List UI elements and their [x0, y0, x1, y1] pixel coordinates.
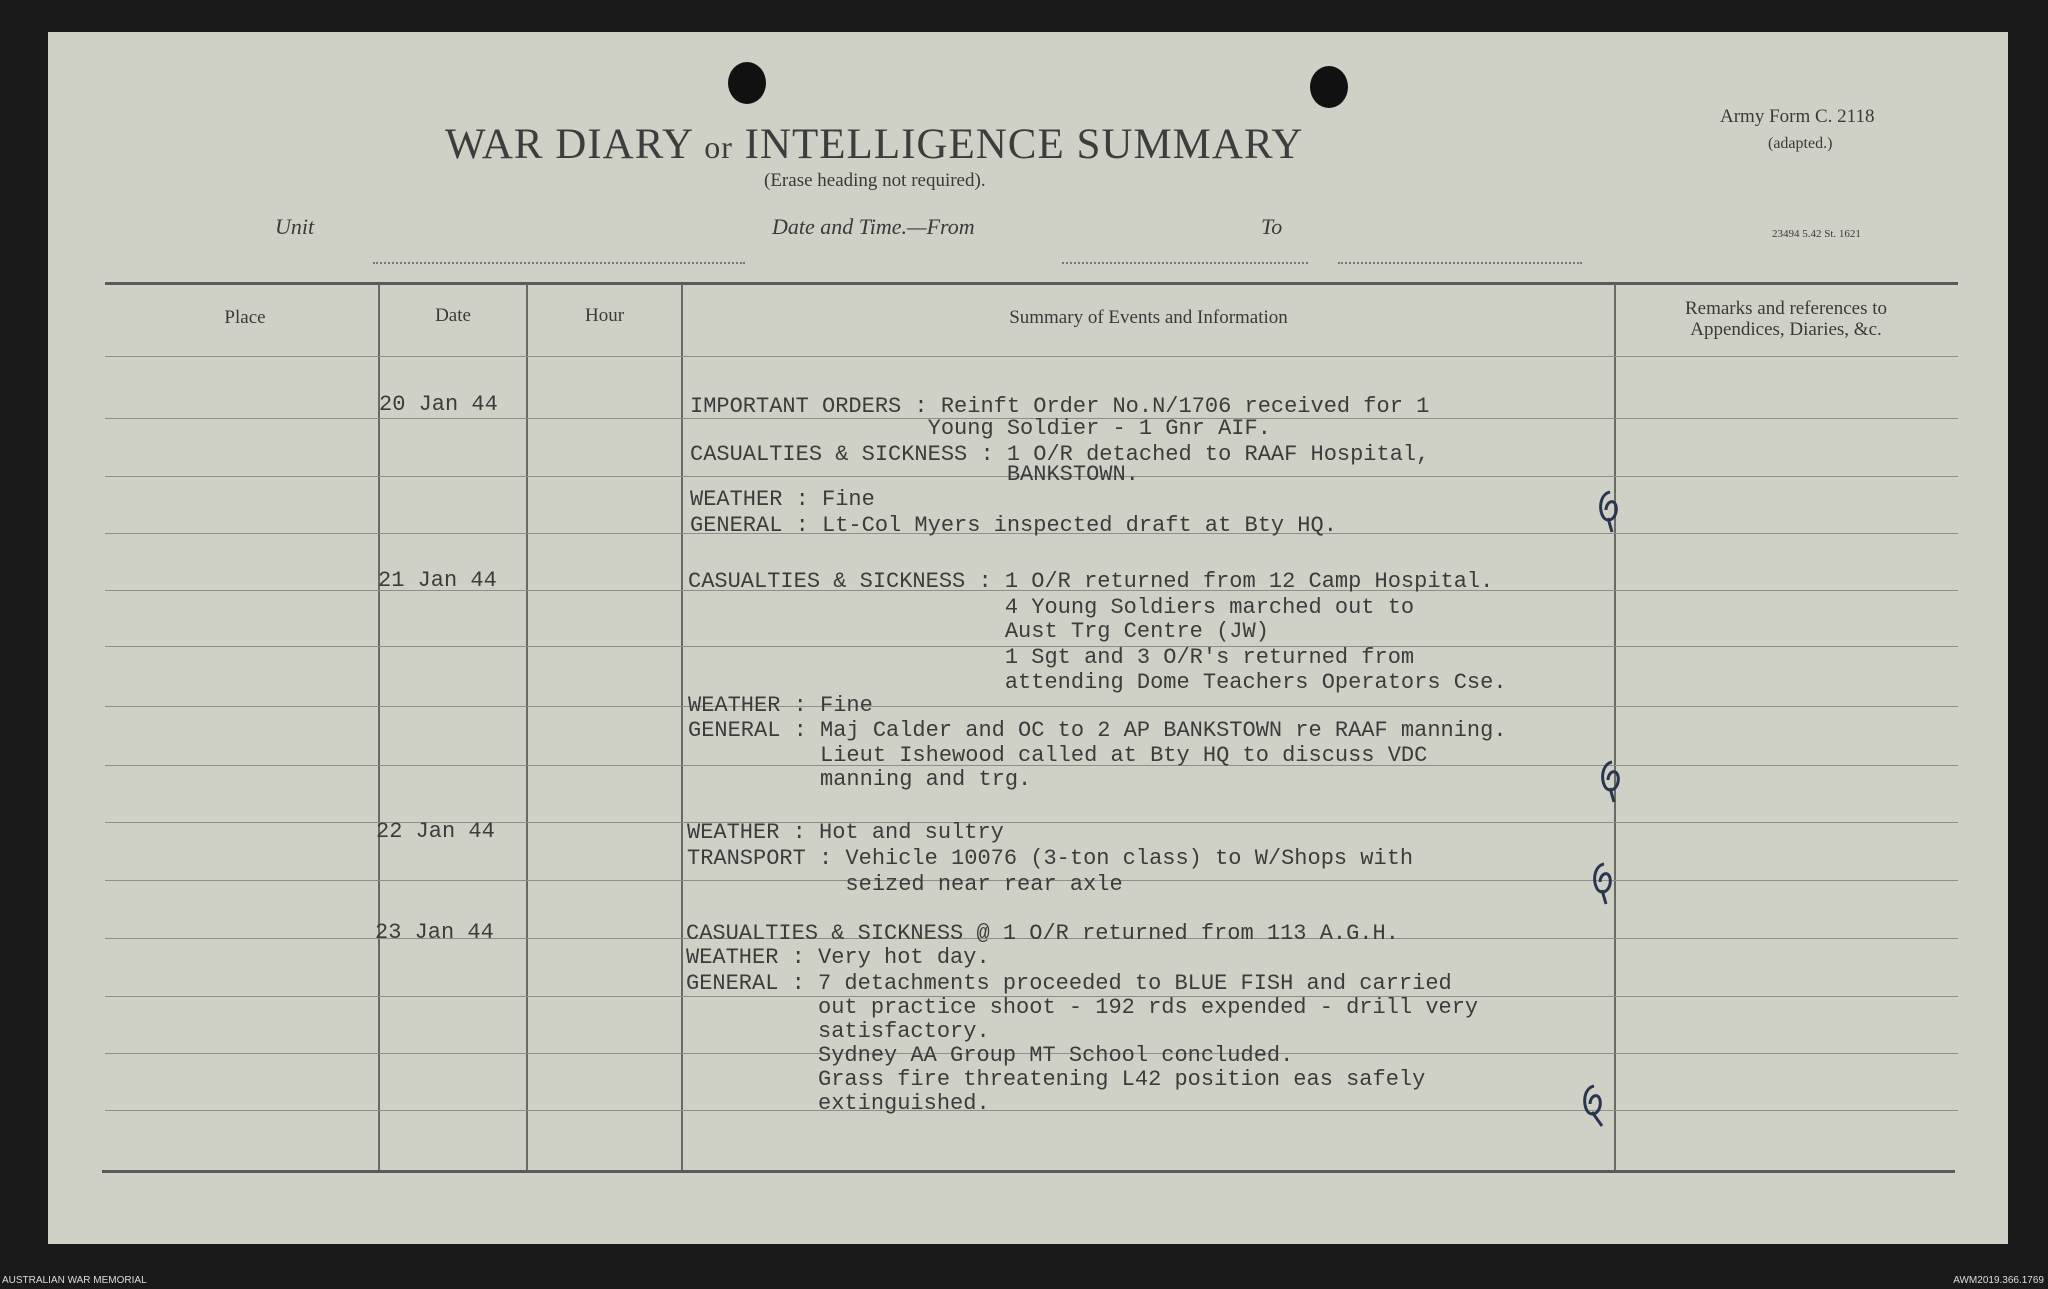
form-adapted: (adapted.): [1768, 135, 1833, 152]
date-from-field[interactable]: [1062, 262, 1308, 264]
summary-line: WEATHER : Fine: [690, 487, 875, 512]
entry-date: 23 Jan 44: [375, 920, 494, 945]
col-divider: [1614, 284, 1616, 1170]
handwritten-initial: [1580, 1082, 1606, 1128]
handwritten-initial: [1598, 758, 1624, 804]
summary-line: Young Soldier - 1 Gnr AIF.: [690, 416, 1271, 441]
col-header-summary: Summary of Events and Information: [1009, 307, 1288, 328]
footer-archive: AUSTRALIAN WAR MEMORIAL: [2, 1275, 147, 1286]
summary-line: CASUALTIES & SICKNESS : 1 O/R detached to RAAF Hospital,: [690, 442, 1430, 467]
remarks-header-line: Appendices, Diaries, &c.: [1690, 319, 1882, 340]
summary-line: GENERAL : Maj Calder and OC to 2 AP BANKSTOWN re RAAF manning.: [688, 718, 1507, 743]
col-header-hour: Hour: [584, 305, 625, 326]
summary-line: out practice shoot - 192 rds expended - drill very: [686, 995, 1479, 1020]
summary-line: Grass fire threatening L42 position eas safely: [686, 1067, 1426, 1092]
date-to-field[interactable]: [1338, 262, 1582, 264]
col-header-date: Date: [435, 305, 471, 326]
table-bottom-rule: [102, 1170, 1955, 1173]
entry-summary: [690, 395, 1429, 538]
summary-line: extinguished.: [686, 1091, 990, 1116]
col-header-remarks: [1616, 298, 1956, 340]
form-title: WAR DIARY or INTELLIGENCE SUMMARY: [445, 121, 1304, 168]
summary-line: WEATHER : Fine: [688, 693, 873, 718]
summary-line: manning and trg.: [688, 767, 1032, 792]
col-divider: [681, 284, 683, 1170]
entry-date: 21 Jan 44: [378, 568, 497, 593]
punch-hole: [728, 62, 766, 104]
summary-line: seized near rear axle: [687, 872, 1123, 897]
summary-line: Sydney AA Group MT School concluded.: [686, 1043, 1294, 1068]
summary-line: Aust Trg Centre (JW): [688, 619, 1269, 644]
summary-line: 4 Young Soldiers marched out to: [688, 595, 1415, 620]
col-header-place: Place: [224, 307, 266, 328]
footer-accession: AWM2019.366.1769: [1953, 1275, 2044, 1286]
handwritten-initial: [1596, 488, 1622, 534]
punch-hole: [1310, 66, 1348, 108]
unit-field[interactable]: [373, 262, 745, 264]
summary-line: attending Dome Teachers Operators Cse.: [688, 670, 1507, 695]
table-top-rule: [105, 282, 1958, 285]
col-divider: [526, 284, 528, 1170]
print-code: 23494 5.42 St. 1621: [1772, 228, 1861, 240]
entry-summary: [686, 922, 1478, 1116]
summary-line: Lieut Ishewood called at Bty HQ to discuss VDC: [688, 743, 1428, 768]
summary-line: GENERAL : Lt-Col Myers inspected draft at Bty HQ.: [690, 513, 1337, 538]
form-subtitle: (Erase heading not required).: [764, 170, 986, 191]
to-label: To: [1261, 214, 1283, 239]
summary-line: GENERAL : 7 detachments proceeded to BLUE FISH and carried: [686, 971, 1452, 996]
handwritten-initial: [1590, 860, 1616, 906]
row-rule: [105, 356, 1958, 357]
summary-line: CASUALTIES & SICKNESS : 1 O/R returned from 12 Camp Hospital.: [688, 569, 1494, 594]
summary-line: WEATHER : Hot and sultry: [687, 820, 1004, 845]
summary-line: WEATHER : Very hot day.: [686, 945, 990, 970]
summary-line: 1 Sgt and 3 O/R's returned from: [688, 645, 1415, 670]
summary-line: IMPORTANT ORDERS : Reinft Order No.N/1706 received for 1: [690, 394, 1430, 419]
date-time-label: Date and Time.—From: [772, 214, 975, 239]
entry-date: 20 Jan 44: [379, 392, 498, 417]
summary-line: satisfactory.: [686, 1019, 990, 1044]
summary-line: BANKSTOWN.: [690, 462, 1139, 487]
entry-date: 22 Jan 44: [376, 819, 495, 844]
summary-line: CASUALTIES & SICKNESS @ 1 O/R returned from 113 A.G.H.: [686, 921, 1399, 946]
unit-label: Unit: [275, 214, 315, 239]
form-number: Army Form C. 2118: [1720, 106, 1875, 127]
remarks-header-line: Remarks and references to: [1684, 298, 1888, 319]
entry-summary: [687, 821, 1413, 897]
summary-line: TRANSPORT : Vehicle 10076 (3-ton class) to W/Shops with: [687, 846, 1414, 871]
entry-summary: [688, 570, 1507, 792]
